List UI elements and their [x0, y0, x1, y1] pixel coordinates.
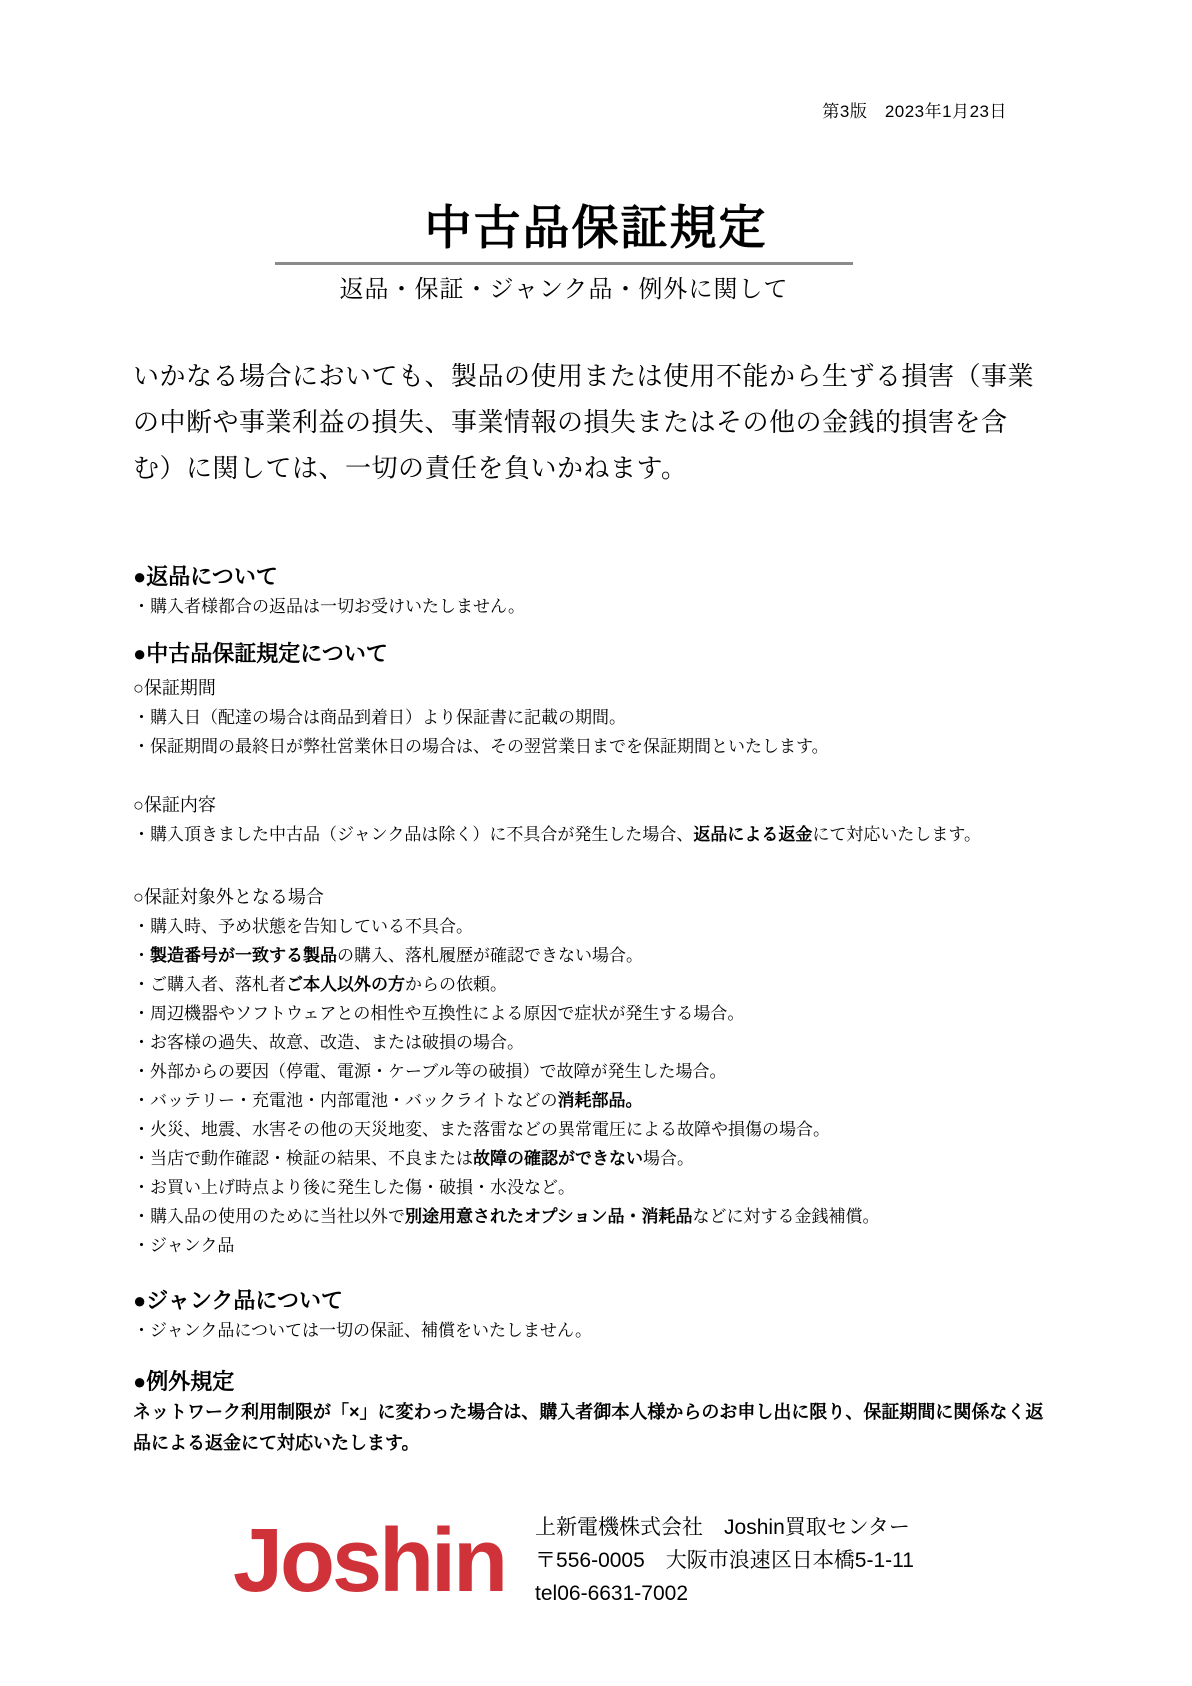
footer-info [535, 1511, 914, 1610]
section-exception [133, 1367, 1059, 1459]
disclaimer-paragraph [133, 354, 1059, 492]
policy-line: ・ジャンク品 [133, 1236, 235, 1256]
policy-line: ・外部からの要因（停電、電源・ケーブル等の破損）で故障が発生した場合。 [133, 1062, 727, 1082]
subsection-warranty-exclusions [133, 882, 1059, 1260]
policy-line: ・購入時、予め状態を告知している不具合。 [133, 917, 473, 937]
policy-line: ・購入日（配達の場合は商品到着日）より保証書に記載の期間。 [133, 708, 626, 728]
subsection-heading-exclusions: ○保証対象外となる場合 [133, 887, 324, 908]
policy-line: ・当店で動作確認・検証の結果、不良または故障の確認ができない場合。 [133, 1149, 694, 1169]
edition-date: 第3版 2023年1月23日 [822, 102, 1007, 121]
section-heading-exception: ●例外規定 [133, 1369, 235, 1395]
section-heading-returns: ●返品について [133, 564, 278, 590]
disclaimer-line: の中断や事業利益の損失、事業情報の損失またはその他の金銭的損害を含 [133, 408, 1008, 438]
footer-address: 〒556-0005 大阪市浪速区日本橋5-1-11 [535, 1549, 914, 1573]
section-warranty [133, 639, 1059, 1260]
section-returns [133, 562, 1059, 621]
policy-line: ・購入品の使用のために当社以外で別途用意されたオプション品・消耗品などに対する金銭補償。 [133, 1207, 880, 1227]
policy-line: ・お買い上げ時点より後に発生した傷・破損・水没など。 [133, 1178, 575, 1198]
policy-line: ・周辺機器やソフトウェアとの相性や互換性による原因で症状が発生する場合。 [133, 1004, 745, 1024]
policy-line: ・製造番号が一致する製品の購入、落札履歴が確認できない場合。 [133, 946, 643, 966]
joshin-logo: Joshin [233, 1510, 506, 1611]
policy-line: ・ご購入者、落札者ご本人以外の方からの依頼。 [133, 975, 507, 995]
subsection-warranty-period [133, 673, 1059, 761]
policy-line: ・保証期間の最終日が弊社営業休日の場合は、その翌営業日までを保証期間といたします。 [133, 737, 829, 757]
disclaimer-line: む）に関しては、一切の責任を負いかねます。 [133, 454, 688, 484]
page-title: 中古品保証規定 [424, 201, 768, 254]
subsection-heading-period: ○保証期間 [133, 678, 216, 699]
policy-line: ・購入者様都合の返品は一切お受けいたしません。 [133, 597, 526, 617]
title-underline [275, 262, 853, 265]
section-heading-warranty: ●中古品保証規定について [133, 641, 388, 667]
section-heading-junk: ●ジャンク品について [133, 1288, 343, 1314]
policy-line: ・バッテリー・充電池・内部電池・バックライトなどの消耗部品。 [133, 1091, 643, 1111]
subsection-warranty-coverage [133, 790, 1059, 849]
page-subtitle: 返品・保証・ジャンク品・例外に関して [339, 277, 789, 304]
policy-line: ・購入頂きました中古品（ジャンク品は除く）に不具合が発生した場合、返品による返金にて対応いたします。 [133, 825, 981, 845]
policy-line: ・火災、地震、水害その他の天災地変、また落雷などの異常電圧による故障や損傷の場合。 [133, 1120, 830, 1140]
policy-line: ・お客様の過失、故意、改造、または破損の場合。 [133, 1033, 524, 1053]
footer [233, 1511, 1059, 1610]
exception-paragraph: ネットワーク利用制限が「×」に変わった場合は、購入者御本人様からのお申し出に限り、保証期間に関係なく返品による返金にて対応いたします。 [133, 1402, 1044, 1454]
policy-line: ・ジャンク品については一切の保証、補償をいたしません。 [133, 1321, 592, 1341]
footer-tel: tel06-6631-7002 [535, 1582, 689, 1606]
disclaimer-line: いかなる場合においても、製品の使用または使用不能から生ずる損害（事業 [133, 362, 1035, 392]
subsection-heading-coverage: ○保証内容 [133, 795, 216, 816]
footer-company: 上新電機株式会社 Joshin買取センター [535, 1516, 910, 1540]
section-junk [133, 1286, 1059, 1345]
